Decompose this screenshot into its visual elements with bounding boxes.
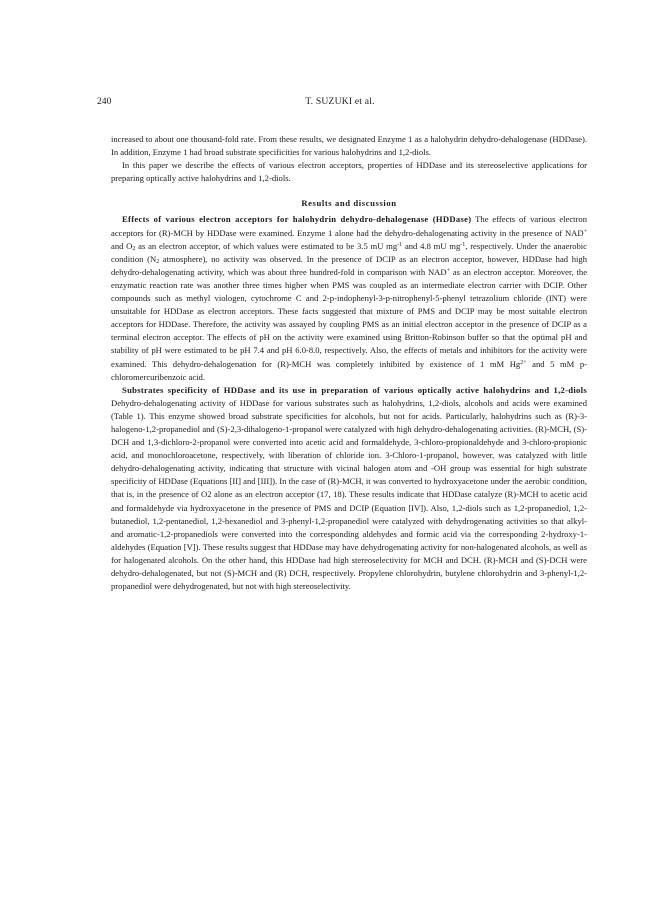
superscript: -1 [460, 241, 466, 248]
page-number: 240 [97, 96, 112, 107]
superscript: + [446, 267, 450, 274]
subsection-heading-electron-acceptors: Effects of various electron acceptors for halohydrin dehydro-dehalogenase (HDDase) [122, 214, 472, 225]
text-run: Dehydro-dehalogenating activity of HDDase for various substrates such as halohydrins, 1,2-diols, alcohols and acids were examined (Table 1). This enzyme showed broad substrate specificities for alcohols, but not for acids. Particularly, halohydrins such as (R)-3-halogeno-1,2-propanediol and (S)-2,3-dihalogeno-1-propanol were catalyzed with high dehydro-dehalogenating activities. (R)-MCH, (S)-DCH and 1,3-dichloro-2-propanol were converted into acetic acid and formaldehyde, 3-chloro-propionaldehyde and 3-chloro-propionic acid, and monochloroacetone, respectively, with liberation of chloride ion. 3-Chloro-1-propanol, however, was catalyzed with little dehydro-dehalogenating activity, indicating that structure with vicinal halogen atom and -OH group was essential for high substrate specificity of HDDase (Equations [II] and [III]). In the case of (R)-MCH, it was converted to hydroxyacetone under the aerobic condition, that is, in the presence of O2 alone as an electron acceptor (17, 18). These results indicate that HDDase catalyze (R)-MCH to acetic acid and formaldehyde via hydroxyacetone in the presence of PMS and DCIP (Equation [IV]). Also, 1,2-diols such as 1,2-propanediol, 1,2-butanediol, 1,2-pentanediol, 1,2-hexanediol and 3-phenyl-1,2-propanediol were catalyzed with dehydrogenating activities so that alkyl- and aromatic-1,2-propanediols were converted into the corresponding aldehydes and formic acid via the corresponding 2-hydroxy-1-aldehydes (Equation [V]). These results suggest that HDDase may have dehydrogenating activity for non-halogenated alcohols, as well as for halogenated alcohols. On the other hand, this HDDase had high stereoselectivity for MCH and DCH. (R)-MCH and (S)-DCH were dehydro-dehalogenated, but not (S)-MCH and (R) DCH, respectively. Propylene chlorohydrin, butylene chlorohydrin and 3-phenyl-1,2-propanediol were dehydrogenated, but not with high stereoselectivity. [111, 397, 587, 592]
text-run: , respectively. Under the anaerobic condition (N [111, 240, 587, 264]
running-head: T. SUZUKI et al. [305, 96, 375, 107]
superscript: + [583, 228, 587, 235]
subsection-heading-substrate-specificity: Substrates specificity of HDDase and its use in preparation of various optically active halohydrins and 1,2-diols [122, 384, 587, 395]
text-run: The effects of various electron acceptors for (R)-MCH by HDDase were examined. Enzyme 1 alone had the dehydro-dehalogenating activity in the presence of NAD [111, 214, 587, 238]
article-body [111, 133, 587, 593]
page-header [97, 96, 583, 110]
section-title: Results and discussion [301, 198, 397, 209]
intro-paragraph-continued: increased to about one thousand-fold rate. From these results, we designated Enzyme 1 as a halohydrin dehydro-dehalogenase (HDDase). In addition, Enzyme 1 had broad substrate specificities for various halohydrins and 1,2-diols. [111, 134, 587, 158]
text-run: and O [111, 240, 133, 251]
subscript: 2 [156, 258, 160, 265]
text-run: and 5 mM p-chloromercuribenzoic acid. [111, 358, 587, 382]
superscript: 2+ [520, 359, 527, 366]
text-run: atmosphere), no activity was observed. In the presence of DCIP as an electron acceptor, however, HDDase had high dehydro-dehalogenating activity, which was about three hundred-fold in comparison with NAD [111, 253, 587, 277]
text-run: as an electron acceptor. Moreover, the enzymatic reaction rate was another three times higher when PMS was coupled as an intermediate electron carrier with DCIP. Other compounds such as methyl viologen, cytochrome C and 2-p-indophenyl-3-p-nitrophenyl-5-phenyl tetrazolium chloride (INT) were unsuitable for HDDase as electron acceptors. These facts suggested that mixture of PMS and DCIP may be most suitable electron acceptors for HDDase. Therefore, the activity was assayed by coupling PMS as an initial electron acceptor in the presence of DCIP as a terminal electron acceptor. The effects of pH on the activity were examined using Britton-Robinson buffer so that the optimal pH and stability of pH were estimated to be pH 7.4 and pH 6.0-8.0, respectively. Also, the effects of metals and inhibitors for the activity were examined. This dehydro-dehalogenation for (R)-MCH was completely inhibited by existence of 1 mM Hg [111, 266, 588, 369]
superscript: -1 [397, 241, 403, 248]
intro-paragraph-scope: In this paper we describe the effects of various electron acceptors, properties of HDDase and its stereoselective applications for preparing optically active halohydrins and 1,2-diols. [111, 160, 587, 184]
subscript: 2 [132, 245, 136, 252]
paragraph-substrate-specificity [111, 384, 587, 594]
text-run: and 4.8 mU mg [402, 240, 461, 251]
paragraph-electron-acceptors [111, 213, 587, 383]
text-run: as an electron acceptor, of which values were estimated to be 3.5 mU mg [135, 240, 398, 251]
